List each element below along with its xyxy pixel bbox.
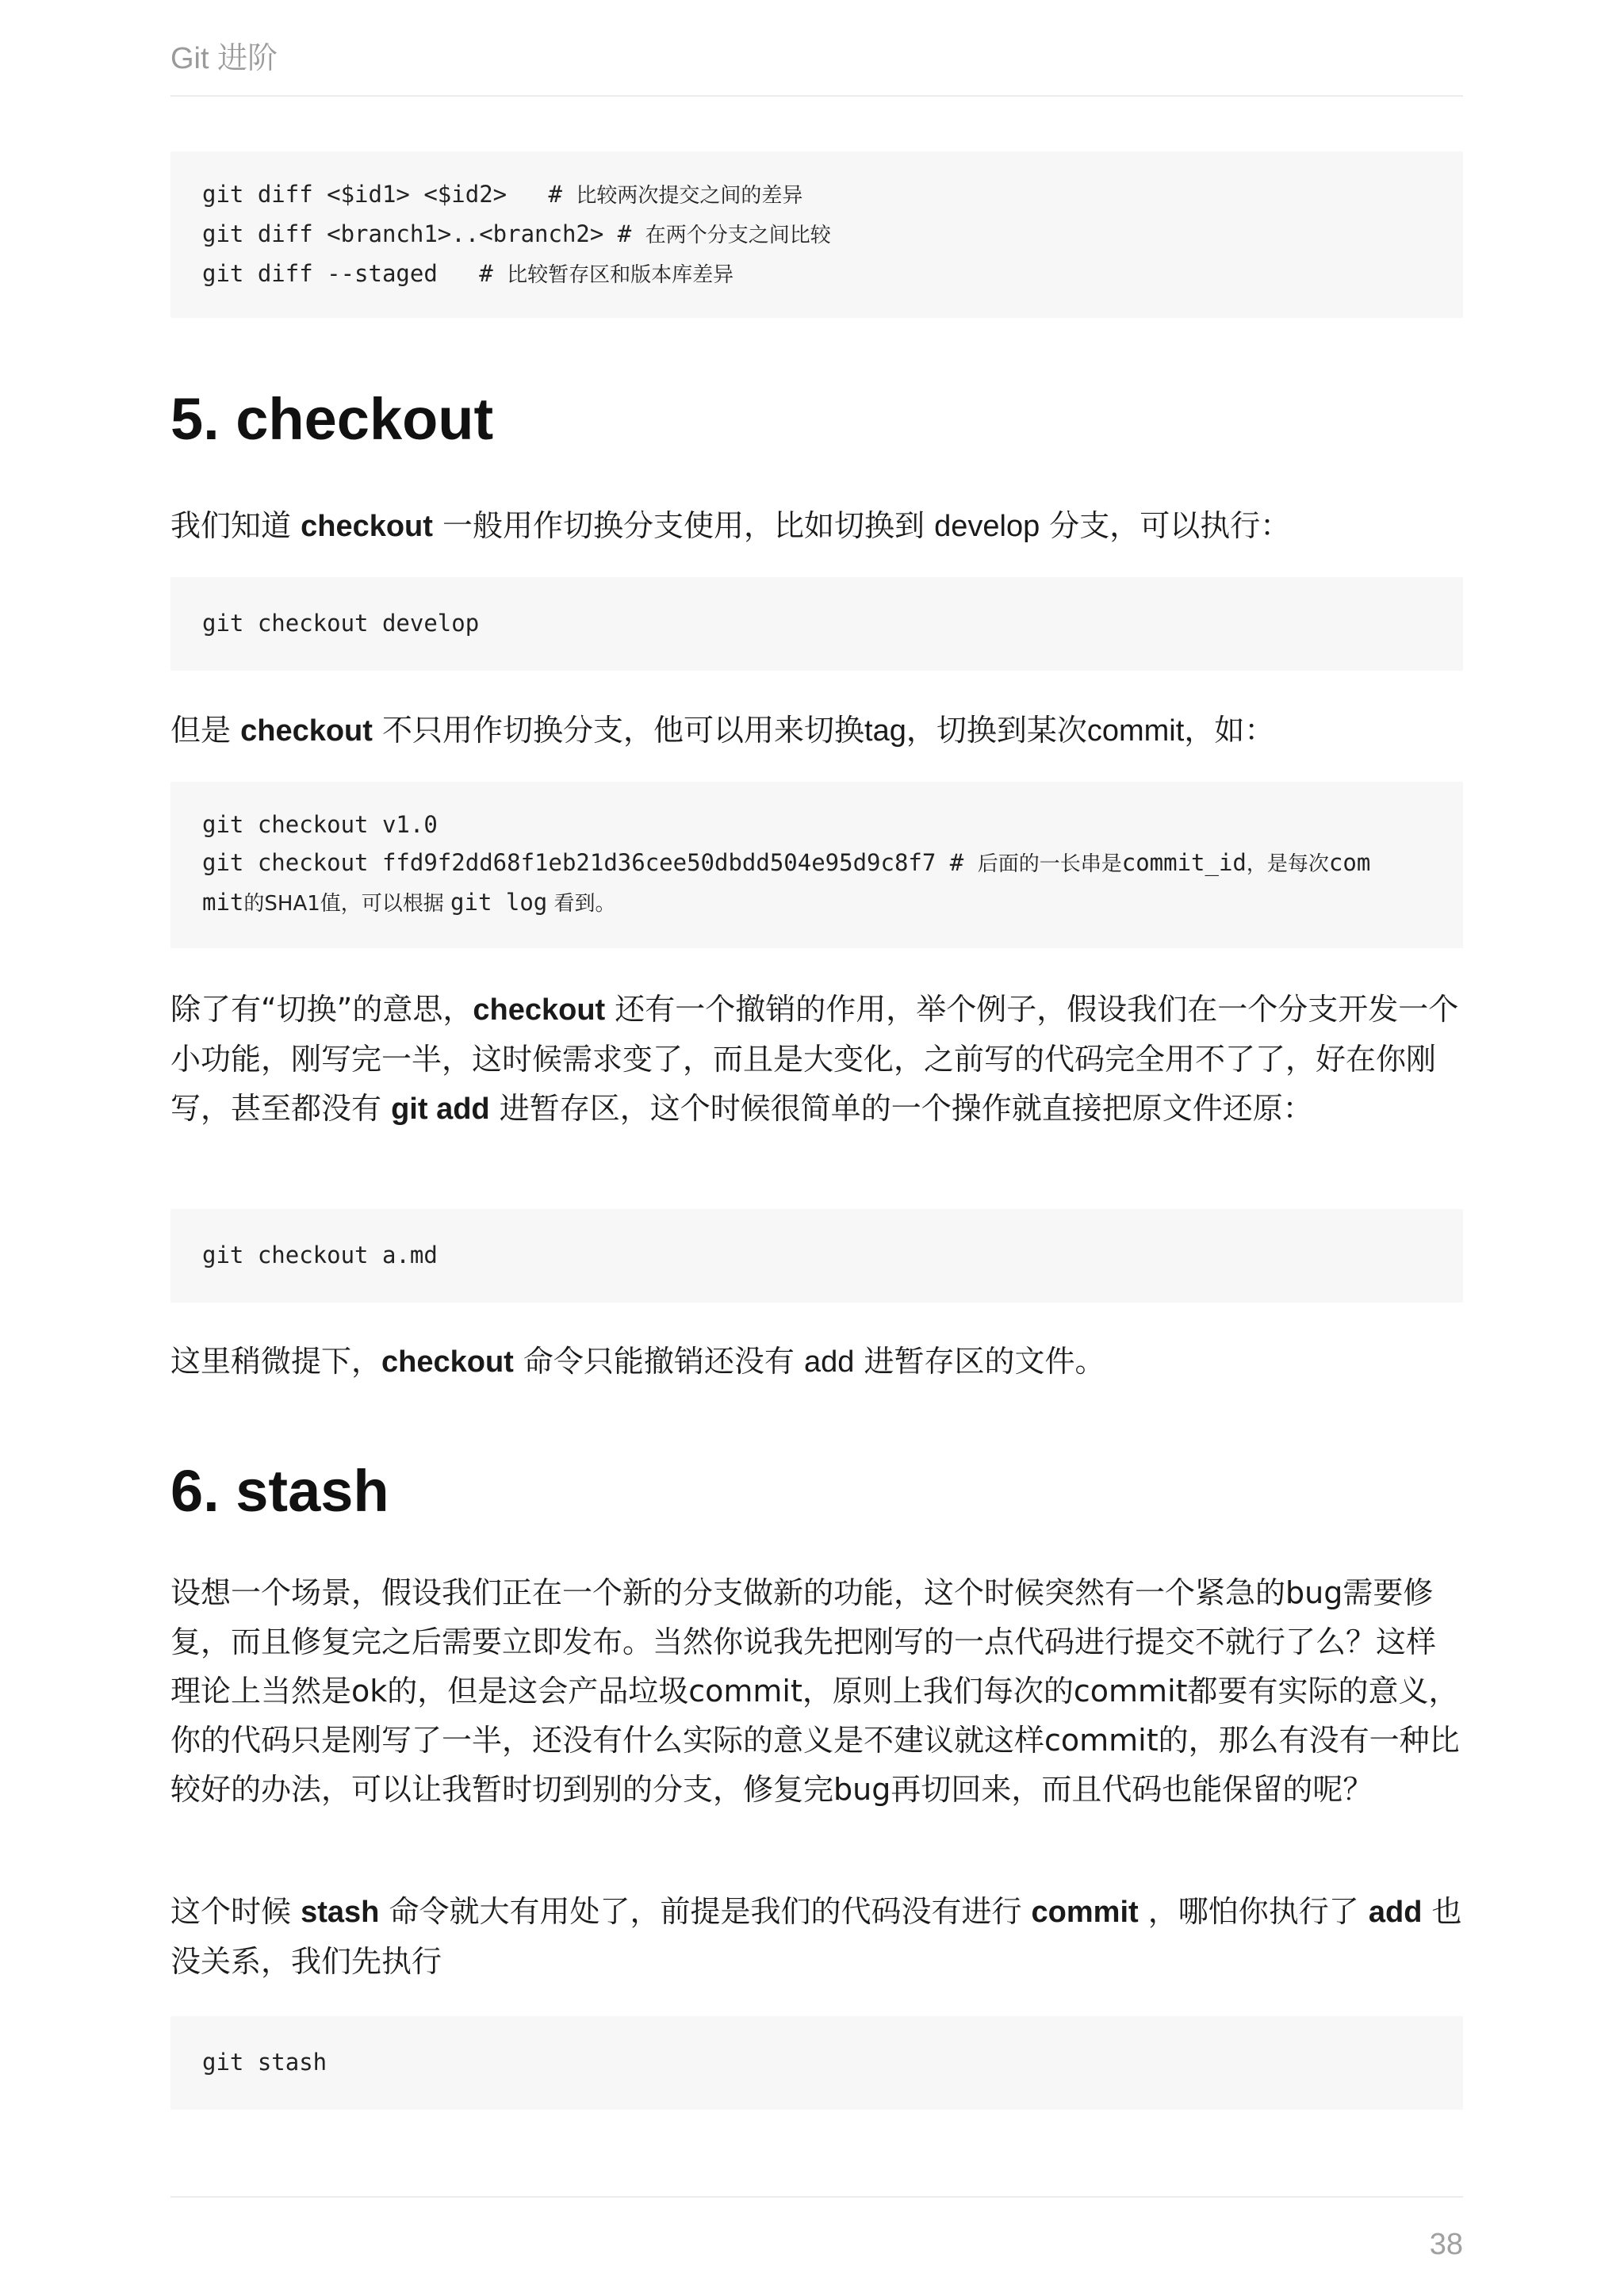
footer-rule bbox=[170, 2196, 1463, 2198]
code-block bbox=[170, 577, 1463, 671]
section-heading-stash: 6. stash bbox=[170, 1458, 389, 1524]
code-text: git diff <$id1> <$id2> # bbox=[202, 181, 576, 208]
code-block bbox=[170, 2016, 1463, 2110]
code-comment: 比较暂存区和版本库差异 bbox=[507, 263, 734, 287]
code-line: mit的SHA1值，可以根据 git log 看到。 bbox=[202, 889, 616, 916]
code-text: git checkout develop bbox=[202, 610, 480, 637]
paragraph: 这里稍微提下，checkout 命令只能撤销还没有 add 进暂存区的文件。 bbox=[170, 1344, 1105, 1379]
code-text: git diff <branch1>..<branch2> # bbox=[202, 220, 645, 247]
paragraph: 这个时候 stash 命令就大有用处了，前提是我们的代码没有进行 commit ，哪怕你执行了 add 也没关系，我们先执行 bbox=[170, 1894, 1462, 1979]
header-rule bbox=[170, 95, 1463, 97]
paragraph: 但是 checkout 不只用作切换分支，他可以用来切换tag，切换到某次commit，如： bbox=[170, 713, 1275, 748]
code-block bbox=[170, 1209, 1463, 1303]
paragraph: 除了有“切换”的意思，checkout 还有一个撤销的作用，举个例子，假设我们在一个分支开发一个小功能，刚写完一半，这时候需求变了，而且是大变化，之前写的代码完全用不了了，好在你刚写，甚至都没有 git add 进暂存区，这个时候很简单的一个操作就直接把原文件还原： bbox=[170, 992, 1459, 1126]
code-block bbox=[170, 782, 1463, 948]
code-block-git-diff bbox=[170, 151, 1463, 318]
code-line: git checkout ffd9f2dd68f1eb21d36cee50dbdd504e95d9c8f7 # 后面的一长串是commit_id，是每次com bbox=[202, 849, 1371, 876]
code-line bbox=[202, 215, 1431, 254]
code-line bbox=[202, 175, 1431, 215]
code-line: git checkout v1.0 bbox=[202, 811, 438, 838]
code-comment: 比较两次提交之间的差异 bbox=[576, 184, 803, 208]
paragraph: 设想一个场景，假设我们正在一个新的分支做新的功能，这个时候突然有一个紧急的bug需要修复，而且修复完之后需要立即发布。当然你说我先把刚写的一点代码进行提交不就行了么？这样理论上当然是ok的，但是这会产品垃圾commit，原则上我们每次的commit都要有实际的意义，你的代码只是刚写了一半，还没有什么实际的意义是不建议就这样commit的，那么有没有一种比较好的办法，可以让我暂时切到别的分支，修复完bug再切回来，而且代码也能保留的呢？ bbox=[170, 1575, 1460, 1807]
paragraph: 我们知道 checkout 一般用作切换分支使用，比如切换到 develop 分支，可以执行： bbox=[170, 508, 1291, 543]
code-text: git diff --staged # bbox=[202, 260, 508, 287]
code-text: git stash bbox=[202, 2049, 327, 2076]
page-number: 38 bbox=[1429, 2228, 1463, 2261]
running-header: Git 进阶 bbox=[170, 42, 278, 75]
code-line bbox=[202, 254, 1431, 294]
section-heading-checkout: 5. checkout bbox=[170, 386, 494, 452]
code-text: git checkout a.md bbox=[202, 1242, 438, 1269]
code-comment: 在两个分支之间比较 bbox=[645, 224, 831, 247]
